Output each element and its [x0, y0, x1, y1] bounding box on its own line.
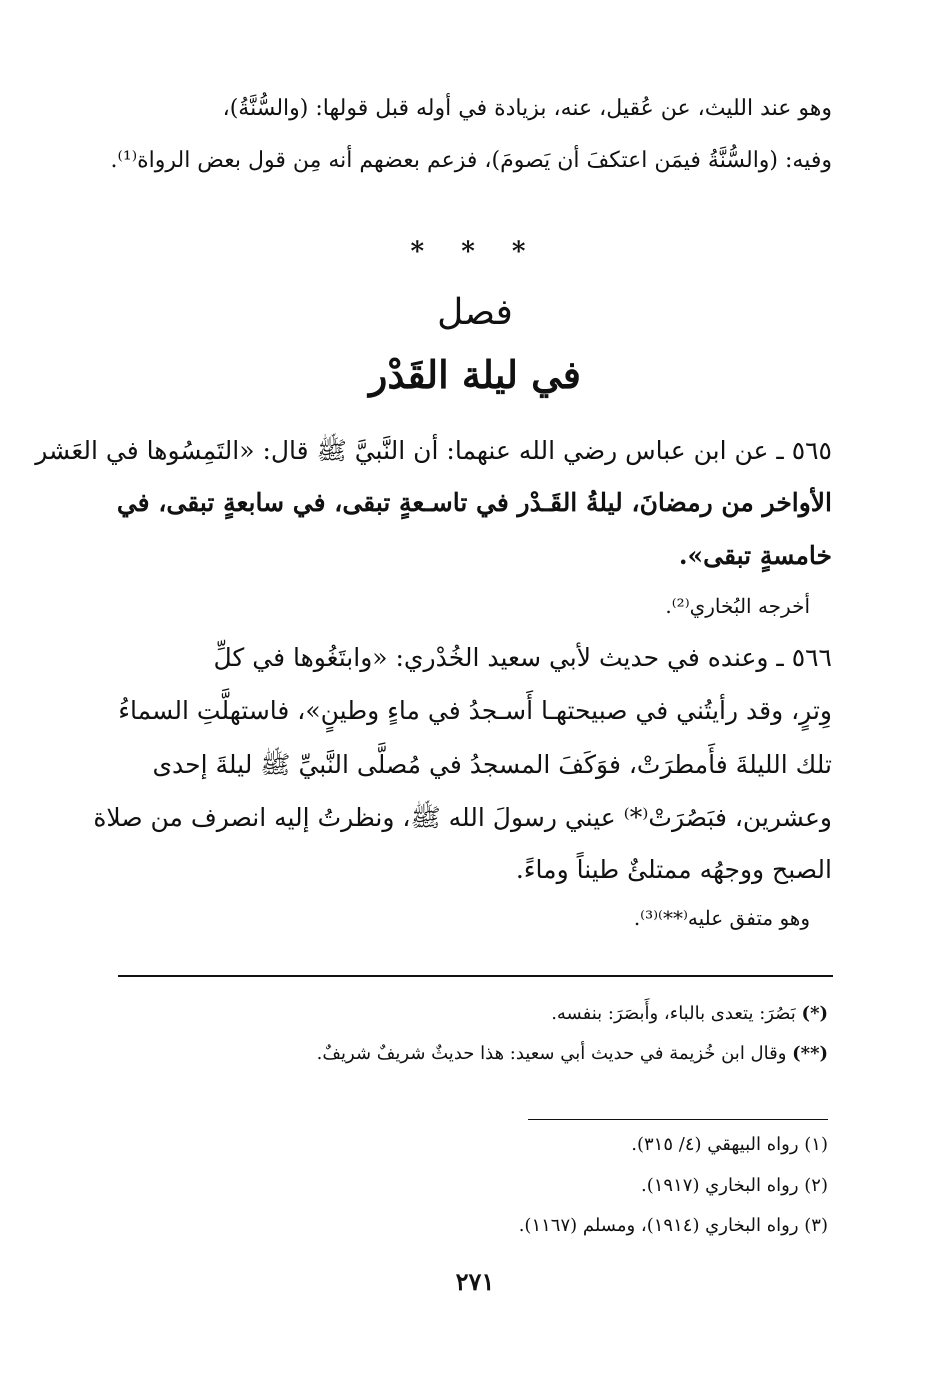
footnotes-divider — [528, 1119, 828, 1120]
editor-note-text: وقال ابن خُزيمة في حديث أبي سعيد: هذا حديثٌ شريفٌ شريفٌ. — [316, 1043, 787, 1064]
footnote-text: رواه البخاري (١٩١٤)، ومسلم (١١٦٧). — [518, 1215, 799, 1236]
footnote-mark: (٢) — [804, 1175, 828, 1196]
hadith-566-line-2: وِترٍ، وقد رأيتُني في صبيحتهـا أَسـجدُ في ماءٍ وطينٍ»، فاستهلَّتِ السماءُ — [118, 696, 832, 725]
hadith-565-line-2: الأواخر من رمضانَ، ليلةُ القَـدْر في تاسـعةٍ تبقى، في سابعةٍ تبقى، في — [116, 488, 832, 517]
footnote-2 — [641, 1175, 828, 1196]
editor-note-1 — [551, 1003, 828, 1024]
footnote-1 — [631, 1134, 828, 1155]
section-separator: * * * — [410, 237, 540, 267]
editor-note-mark: (**) — [792, 1043, 828, 1064]
hadith-566-line-1: ٥٦٦ ـ وعنده في حديث لأبي سعيد الخُدْري: «وابتَغُوها في كلِّ — [213, 643, 832, 672]
footnote-3 — [519, 1215, 828, 1236]
page-number: ٢٧١ — [455, 1267, 495, 1296]
hadith-565-line-1: ٥٦٥ ـ عن ابن عباس رضي الله عنهما: أن النَّبيَّ ﷺ قال: «التَمِسُوها في العَشر — [35, 436, 832, 465]
hadith-565-source: أخرجه البُخاري⁽²⁾. — [665, 594, 810, 618]
editor-note-mark: (*) — [801, 1003, 828, 1024]
hadith-566-line-3: تلك الليلةَ فأَمطرَتْ، فوَكَفَ المسجدُ في مُصلَّى النَّبيِّ ﷺ ليلةَ إحدى — [152, 750, 832, 779]
hadith-566-line-4: وعشرين، فبَصُرَتْ⁽*⁾ عيني رسولَ الله ﷺ، ونظرتُ إليه انصرف من صلاة — [93, 803, 832, 832]
editor-note-2 — [317, 1043, 828, 1064]
hadith-566-source: وهو متفق عليه⁽**⁾⁽³⁾. — [633, 906, 810, 930]
notes-divider — [118, 975, 833, 977]
hadith-565-line-3: خامسةٍ تبقى». — [678, 541, 832, 570]
section-label: فصل — [437, 292, 513, 333]
intro-line-2: وفيه: (والسُّنَّةُ فيمَن اعتكفَ أن يَصومَ)، فزعم بعضهم أنه مِن قول بعض الرواة⁽¹⁾. — [110, 148, 832, 173]
footnote-text: رواه البيهقي (٤/ ٣١٥). — [631, 1134, 799, 1155]
section-title: في ليلة القَدْر — [369, 352, 581, 397]
intro-line-1: وهو عند الليث، عن عُقيل، عنه، بزيادة في أوله قبل قولها: (والسُّنَّةُ)، — [222, 96, 832, 121]
footnote-mark: (١) — [804, 1134, 828, 1155]
editor-note-text: بَصُرَ: يتعدى بالباء، وأَبصَرَ: بنفسه. — [551, 1003, 796, 1024]
hadith-566-line-5: الصبح ووجهُه ممتلئٌ طيناً وماءً. — [515, 855, 832, 884]
footnote-text: رواه البخاري (١٩١٧). — [641, 1175, 799, 1196]
footnote-mark: (٣) — [804, 1215, 828, 1236]
